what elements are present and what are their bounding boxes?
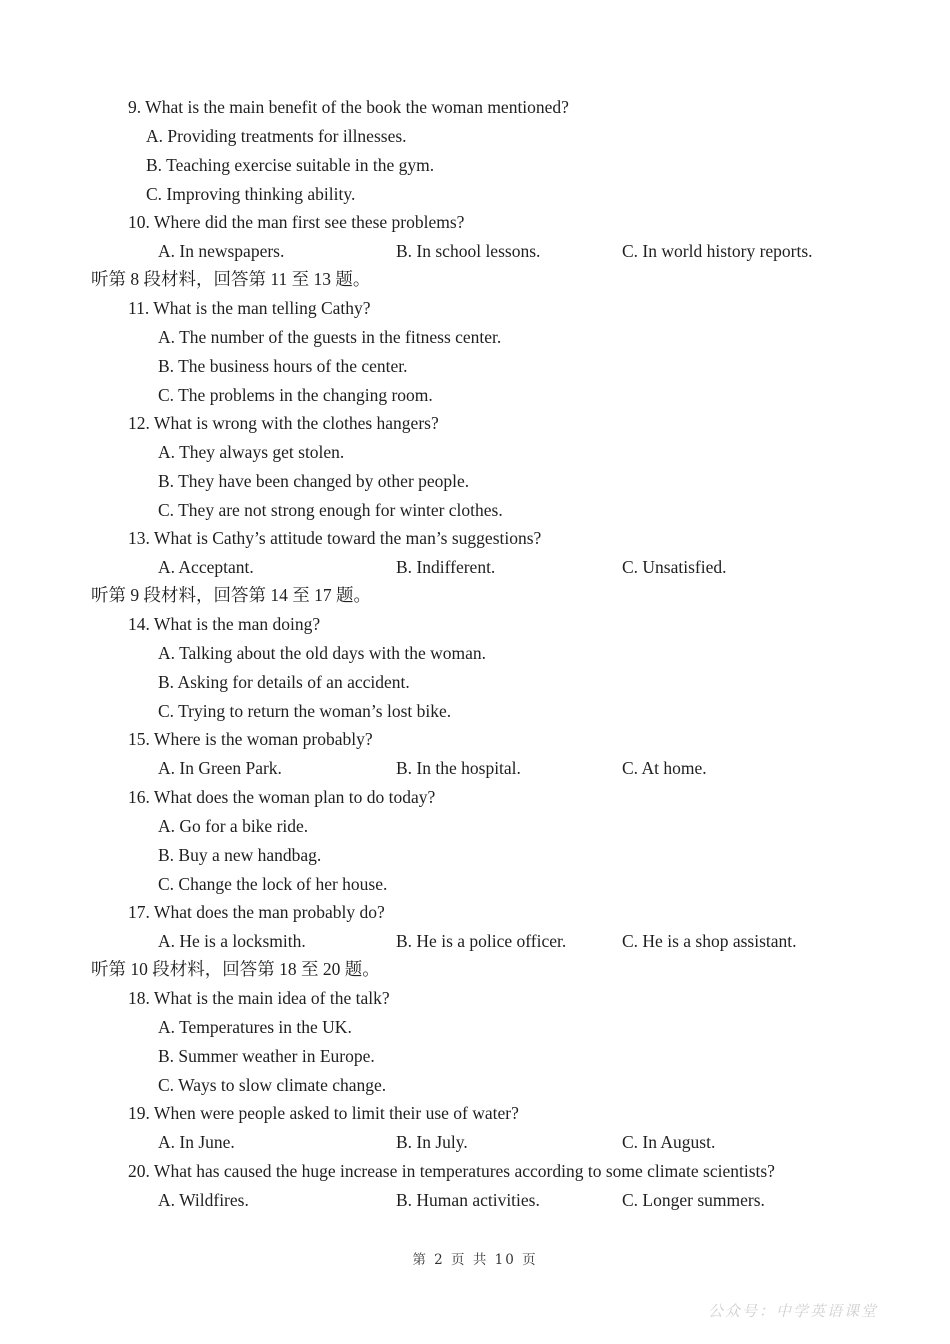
option-11b: B. The business hours of the center.	[158, 356, 408, 376]
option-11a: A. The number of the guests in the fitness center.	[158, 327, 502, 347]
option-10a: A. In newspapers.	[158, 241, 285, 261]
option-19a: A. In June.	[158, 1132, 235, 1152]
option-13b: B. Indifferent.	[396, 557, 496, 577]
question-19: 19. When were people asked to limit their use of water?	[128, 1103, 519, 1123]
option-12b: B. They have been changed by other people.	[158, 471, 470, 491]
question-20: 20. What has caused the huge increase in temperatures according to some climate scientists?	[128, 1161, 775, 1181]
option-20b: B. Human activities.	[396, 1190, 540, 1210]
option-20a: A. Wildfires.	[158, 1190, 249, 1210]
option-13c: C. Unsatisfied.	[622, 557, 727, 577]
option-15c: C. At home.	[622, 758, 707, 778]
option-17c: C. He is a shop assistant.	[622, 931, 797, 951]
question-12: 12. What is wrong with the clothes hangers?	[128, 413, 439, 433]
option-9a: A. Providing treatments for illnesses.	[146, 126, 407, 146]
option-18c: C. Ways to slow climate change.	[158, 1075, 387, 1095]
question-17: 17. What does the man probably do?	[128, 902, 385, 922]
option-19c: C. In August.	[622, 1132, 716, 1152]
option-11c: C. The problems in the changing room.	[158, 385, 433, 405]
option-9c: C. Improving thinking ability.	[146, 184, 356, 204]
option-20c: C. Longer summers.	[622, 1190, 765, 1210]
option-16a: A. Go for a bike ride.	[158, 816, 309, 836]
option-18b: B. Summer weather in Europe.	[158, 1046, 375, 1066]
page-footer: 第 2 页 共 10 页	[412, 1252, 538, 1268]
question-10: 10. Where did the man first see these problems?	[128, 212, 465, 232]
question-15: 15. Where is the woman probably?	[128, 729, 373, 749]
option-18a: A. Temperatures in the UK.	[158, 1017, 352, 1037]
option-16c: C. Change the lock of her house.	[158, 874, 388, 894]
section-9-heading: 听第 9 段材料，回答第 14 至 17 题。	[91, 585, 371, 605]
option-12c: C. They are not strong enough for winter clothes.	[158, 500, 503, 520]
option-10c: C. In world history reports.	[622, 241, 813, 261]
option-10b: B. In school lessons.	[396, 241, 541, 261]
option-17b: B. He is a police officer.	[396, 931, 567, 951]
section-10-heading: 听第 10 段材料，回答第 18 至 20 题。	[91, 959, 380, 979]
question-14: 14. What is the man doing?	[128, 614, 321, 634]
option-12a: A. They always get stolen.	[158, 442, 345, 462]
option-15b: B. In the hospital.	[396, 758, 521, 778]
option-9b: B. Teaching exercise suitable in the gym.	[146, 155, 435, 175]
option-19b: B. In July.	[396, 1132, 468, 1152]
question-9: 9. What is the main benefit of the book the woman mentioned?	[128, 97, 569, 117]
question-18: 18. What is the main idea of the talk?	[128, 988, 390, 1008]
option-14a: A. Talking about the old days with the woman.	[158, 643, 486, 663]
option-15a: A. In Green Park.	[158, 758, 282, 778]
question-11: 11. What is the man telling Cathy?	[128, 298, 371, 318]
question-13: 13. What is Cathy’s attitude toward the man’s suggestions?	[128, 528, 542, 548]
watermark: 公众号：中学英语课堂	[708, 1302, 879, 1320]
option-17a: A. He is a locksmith.	[158, 931, 306, 951]
option-14b: B. Asking for details of an accident.	[158, 672, 410, 692]
option-16b: B. Buy a new handbag.	[158, 845, 322, 865]
option-14c: C. Trying to return the woman’s lost bike.	[158, 701, 452, 721]
option-13a: A. Acceptant.	[158, 557, 254, 577]
section-8-heading: 听第 8 段材料，回答第 11 至 13 题。	[91, 269, 371, 289]
question-16: 16. What does the woman plan to do today?	[128, 787, 436, 807]
